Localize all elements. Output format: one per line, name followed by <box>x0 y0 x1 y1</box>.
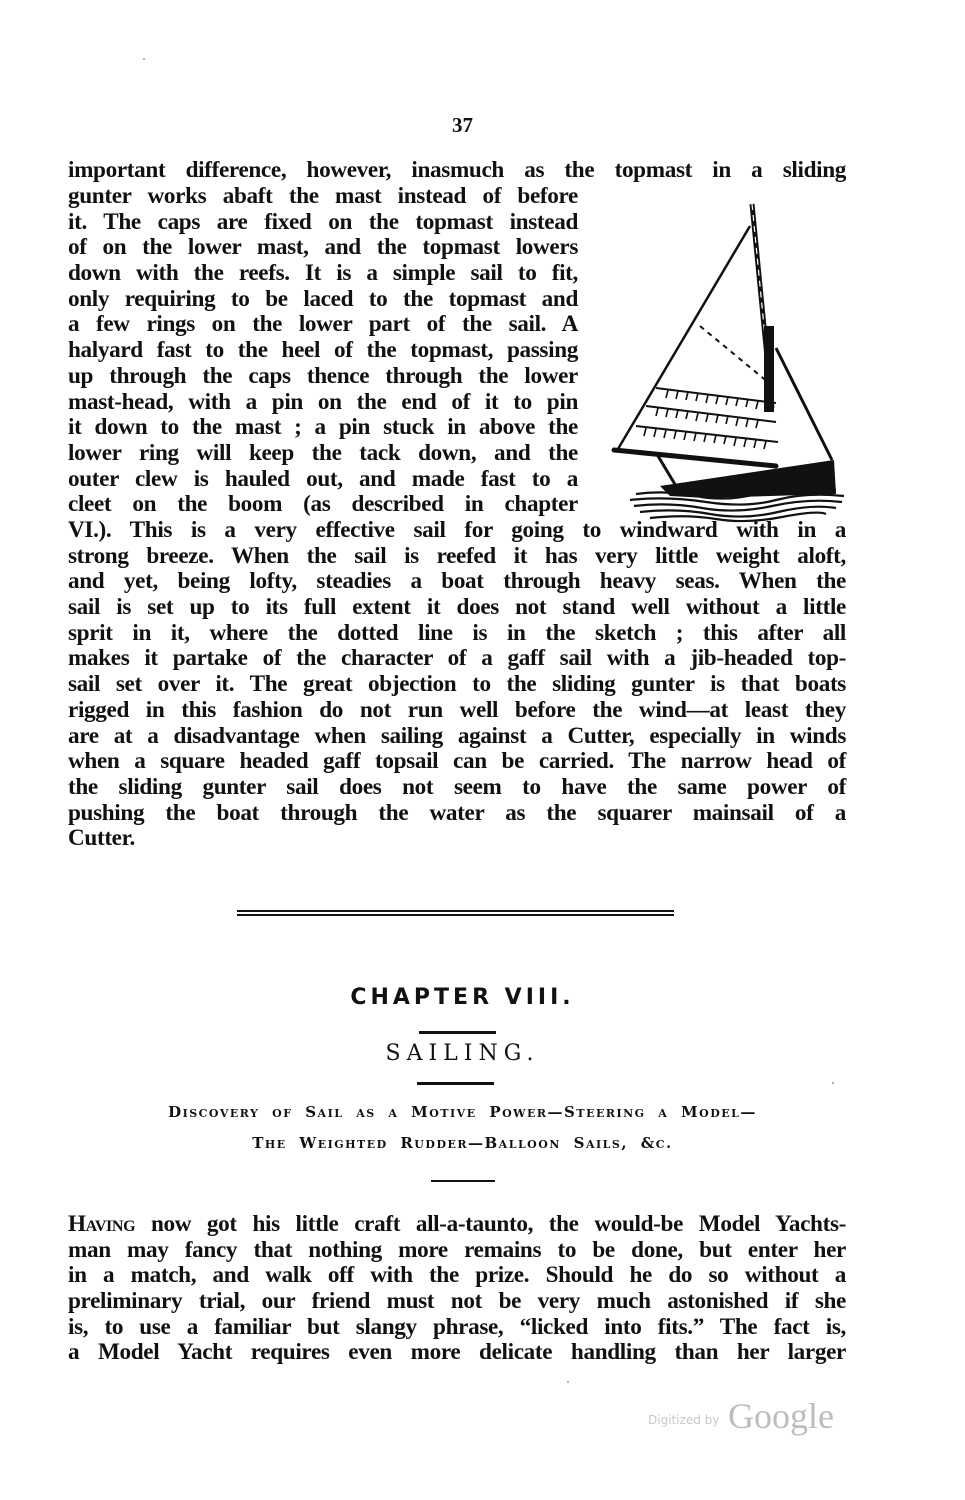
text-line: in a match, and walk off with the prize. Should he do so without a <box>68 1262 846 1289</box>
text-line: rigged in this fashion do not run well before the wind—at least they <box>68 696 846 723</box>
page-number: 37 <box>452 113 473 137</box>
section-divider-double-rule <box>237 910 674 916</box>
sailboat-illustration-icon <box>606 198 856 524</box>
text-line: gunter works abaft the mast instead of before <box>68 183 578 209</box>
scan-speck <box>143 58 145 60</box>
digitized-by-watermark <box>648 1395 848 1435</box>
text-line: only requiring to be laced to the topmast and <box>68 285 578 312</box>
text-line: Cutter. <box>68 825 135 852</box>
text-line: man may fancy that nothing more remains to be done, but enter her <box>68 1236 846 1263</box>
text-line: it down to the mast ; a pin stuck in above the <box>68 414 578 441</box>
sailboat-figure <box>606 198 856 524</box>
text-line: VI.). This is a very effective sail for going to windward with in a <box>68 517 846 543</box>
text-line <box>68 1212 846 1238</box>
synopsis-rule <box>431 1180 495 1182</box>
chapter-synopsis-line: Discovery of Sail as a Motive Power—Steering a Model— <box>168 1103 757 1121</box>
text-line: sail is set up to its full extent it does not stand well without a little <box>68 594 846 621</box>
chapter-body-paragraph <box>68 1212 846 1366</box>
chapter-title: CHAPTER VIII. <box>350 985 575 1010</box>
text-line: important difference, however, inasmuch as the topmast in a sliding <box>68 157 846 183</box>
rule-line <box>237 914 674 916</box>
text-line: it. The caps are fixed on the topmast instead <box>68 208 578 235</box>
text-line: makes it partake of the character of a gaff sail with a jib-headed top- <box>68 645 846 672</box>
text-line: sail set over it. The great objection to the sliding gunter is that boats <box>68 671 846 698</box>
text-line: cleet on the boom (as described in chapter <box>68 491 578 518</box>
scan-speck <box>567 1381 569 1383</box>
rule-line <box>237 910 674 912</box>
text-line: and yet, being lofty, steadies a boat through heavy seas. When the <box>68 568 846 595</box>
text-fragment: now got his little craft all-a-taunto, the would-be Model Yachts- <box>135 1211 846 1237</box>
text-line: mast-head, with a pin on the end of it to pin <box>68 388 578 415</box>
text-line: halyard fast to the heel of the topmast, passing <box>68 337 578 364</box>
title-rule <box>419 1031 496 1034</box>
text-line: up through the caps thence through the lower <box>68 362 578 389</box>
text-line: pushing the boat through the water as the squarer mainsail of a <box>68 799 846 826</box>
chapter-subtitle: SAILING. <box>385 1041 540 1066</box>
text-line: strong breeze. When the sail is reefed it has very little weight aloft, <box>68 542 846 569</box>
text-line: when a square headed gaff topsail can be carried. The narrow head of <box>68 748 846 775</box>
scan-speck <box>832 1082 834 1084</box>
text-line: are at a disadvantage when sailing against a Cutter, especially in winds <box>68 722 846 749</box>
watermark-prefix: Digitized by <box>648 1413 720 1427</box>
paragraph-figure-wrap <box>68 184 578 518</box>
chapter-synopsis-line: The Weighted Rudder—Balloon Sails, &c. <box>252 1134 673 1152</box>
text-line: outer clew is hauled out, and made fast to a <box>68 465 578 492</box>
text-line: sprit in it, where the dotted line is in the sketch ; this after all <box>68 619 846 646</box>
text-line: a Model Yacht requires even more delicate handling than her larger <box>68 1339 846 1366</box>
text-line: preliminary trial, our friend must not be very much astonished if she <box>68 1288 846 1315</box>
paragraph-continuation-bottom <box>68 518 846 852</box>
drop-lead-word: Having <box>68 1211 136 1237</box>
text-line: lower ring will keep the tack down, and the <box>68 439 578 466</box>
subtitle-rule <box>417 1082 494 1085</box>
text-line: a few rings on the lower part of the sail. A <box>68 311 578 338</box>
google-logo-text: Google <box>728 1396 834 1436</box>
paragraph-continuation-top <box>68 158 846 184</box>
text-line: down with the reefs. It is a simple sail to fit, <box>68 260 578 287</box>
text-line: is, to use a familiar but slangy phrase, “licked into fits.” The fact is, <box>68 1313 846 1340</box>
text-line: of on the lower mast, and the topmast lowers <box>68 234 578 261</box>
text-line: the sliding gunter sail does not seem to have the same power of <box>68 773 846 800</box>
